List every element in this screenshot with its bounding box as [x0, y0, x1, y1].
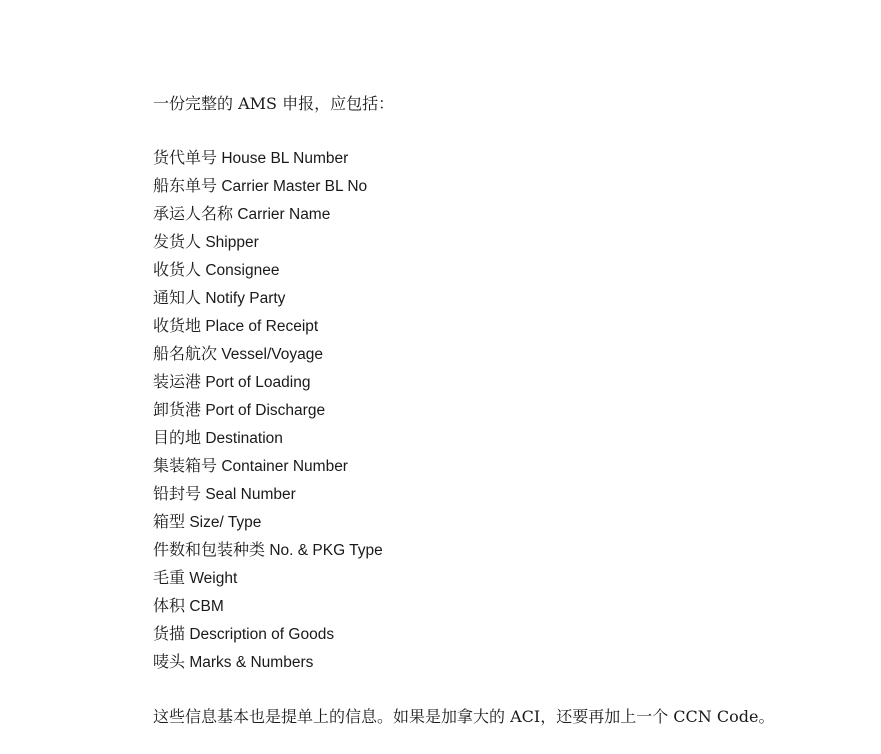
field-label-cn: 收货人: [153, 260, 202, 279]
field-line: [153, 424, 861, 452]
closing-paragraph: 这些信息基本也是提单上的信息。如果是加拿大的 ACI，还要再加上一个 CCN Code。: [153, 707, 775, 726]
field-label-cn: 铅封号: [153, 484, 202, 503]
field-list: [153, 144, 861, 676]
field-line: [153, 620, 861, 648]
field-line: [153, 172, 861, 200]
field-label-en: Size/ Type: [189, 514, 262, 531]
field-line: [153, 144, 861, 172]
field-label-cn: 毛重: [153, 568, 186, 587]
field-label-en: Carrier Master BL No: [221, 178, 368, 195]
field-label-cn: 件数和包装种类: [153, 540, 266, 559]
field-line: [153, 256, 861, 284]
blank-line: [153, 117, 861, 144]
field-label-en: Weight: [189, 570, 238, 587]
field-label-cn: 货代单号: [153, 148, 218, 167]
field-line: [153, 396, 861, 424]
field-line: [153, 340, 861, 368]
blank-line: [153, 676, 861, 703]
field-label-en: Vessel/Voyage: [221, 346, 324, 363]
field-line: [153, 284, 861, 312]
field-label-cn: 发货人: [153, 232, 202, 251]
field-label-cn: 货描: [153, 624, 186, 643]
field-label-cn: 船名航次: [153, 344, 218, 363]
field-line: [153, 312, 861, 340]
field-label-en: Description of Goods: [189, 626, 335, 643]
field-label-en: Seal Number: [205, 486, 296, 503]
field-label-cn: 箱型: [153, 512, 186, 531]
field-line: [153, 508, 861, 536]
field-label-en: Port of Discharge: [205, 402, 326, 419]
field-label-en: Container Number: [221, 458, 348, 475]
field-label-en: Consignee: [205, 262, 280, 279]
document-heading: 一份完整的 AMS 申报，应包括：: [153, 94, 395, 113]
field-label-cn: 卸货港: [153, 400, 202, 419]
field-label-en: Carrier Name: [237, 206, 331, 223]
field-label-cn: 目的地: [153, 428, 202, 447]
field-line: [153, 536, 861, 564]
field-label-en: House BL Number: [221, 150, 349, 167]
field-line: [153, 368, 861, 396]
field-label-cn: 装运港: [153, 372, 202, 391]
field-label-en: No. & PKG Type: [269, 542, 383, 559]
field-label-cn: 集装箱号: [153, 456, 218, 475]
field-line: [153, 648, 861, 676]
field-label-en: Port of Loading: [205, 374, 311, 391]
field-line: [153, 228, 861, 256]
field-label-en: Destination: [205, 430, 283, 447]
field-label-en: Shipper: [205, 234, 259, 251]
field-label-cn: 船东单号: [153, 176, 218, 195]
field-line: [153, 592, 861, 620]
field-label-cn: 收货地: [153, 316, 202, 335]
field-label-en: Marks & Numbers: [189, 654, 314, 671]
field-line: [153, 200, 861, 228]
field-line: [153, 452, 861, 480]
field-label-en: Place of Receipt: [205, 318, 319, 335]
field-line: [153, 564, 861, 592]
field-label-en: CBM: [189, 598, 224, 615]
field-label-cn: 通知人: [153, 288, 202, 307]
field-label-cn: 承运人名称: [153, 204, 234, 223]
field-label-en: Notify Party: [205, 290, 286, 307]
field-label-cn: 唛头: [153, 652, 186, 671]
field-line: [153, 480, 861, 508]
field-label-cn: 体积: [153, 596, 186, 615]
